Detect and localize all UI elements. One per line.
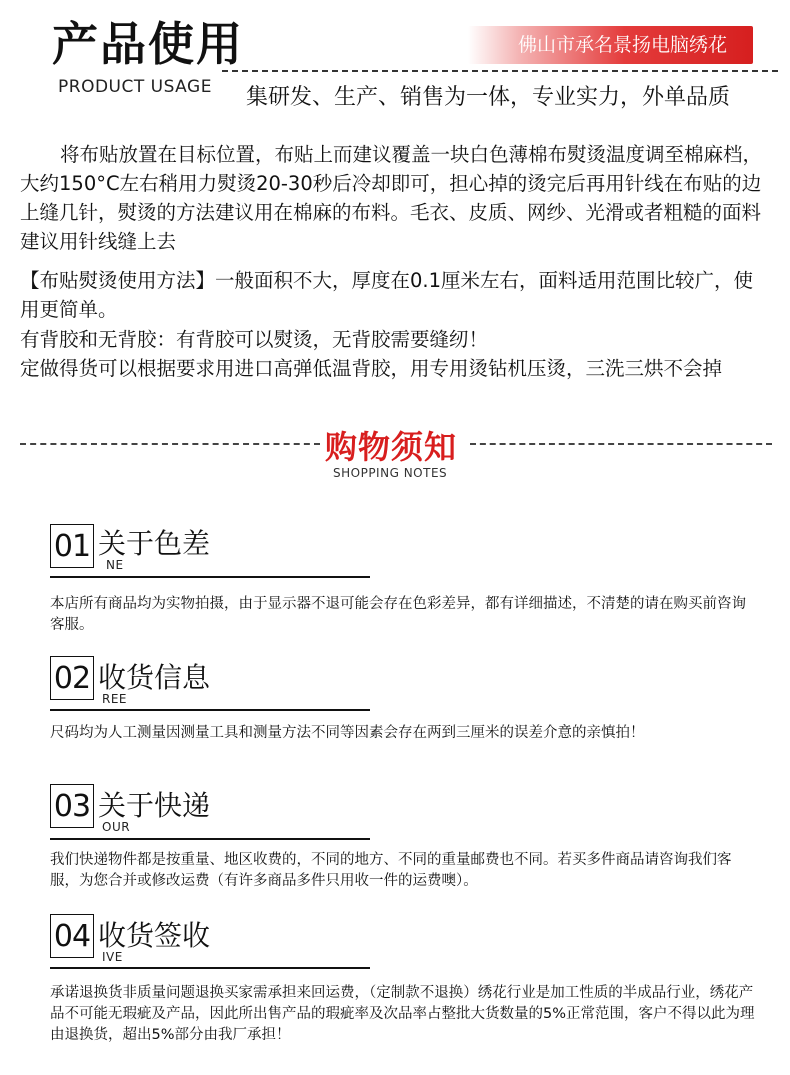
section-underline	[50, 967, 370, 969]
section-underline	[50, 709, 370, 711]
usage-paragraph: 有背胶和无背胶：有背胶可以熨烫，无背胶需要缝纫！	[20, 328, 489, 351]
section-body: 尺码均为人工测量因测量工具和测量方法不同等因素会存在两到三厘米的误差介意的亲慎拍！	[50, 725, 645, 741]
page-title: 产品使用	[52, 17, 244, 71]
page-subtitle-en: PRODUCT USAGE	[58, 77, 212, 97]
section-title-en: NE	[106, 558, 124, 572]
slogan: 集研发、生产、销售为一体，专业实力，外单品质	[246, 85, 731, 110]
section-number: 04	[50, 914, 94, 958]
section-number: 02	[50, 656, 94, 700]
section-title-en: REE	[102, 692, 128, 706]
section-title-en: OUR	[102, 820, 131, 834]
section-title: 关于快递	[98, 789, 211, 822]
header-divider	[222, 70, 778, 72]
notes-title: 购物须知	[325, 428, 458, 466]
usage-paragraph: 定做得货可以根据要求用进口高弹低温背胶，用专用烫钻机压烫，三洗三烘不会掉	[20, 357, 723, 380]
section-number: 03	[50, 784, 94, 828]
section-body: 本店所有商品均为实物拍摄，由于显示器不退可能会存在色彩差异，都有详细描述，不清楚的请在购买前咨询客服。	[50, 596, 746, 633]
section-number: 01	[50, 524, 94, 568]
notes-divider-right	[470, 443, 772, 445]
notes-title-en: SHOPPING NOTES	[333, 466, 448, 480]
usage-paragraph: 【布贴熨烫使用方法】一般面积不大，厚度在0.1厘米左右，面料适用范围比较广，使用更简单。	[20, 269, 754, 321]
section-underline	[50, 838, 370, 840]
section-underline	[50, 576, 370, 578]
section-body: 我们快递物件都是按重量、地区收费的，不同的地方、不同的重量邮费也不同。若买多件商品请咨询我们客服，为您合并或修改运费（有许多商品多件只用收一件的运费噢）。	[50, 852, 732, 889]
section-title-en: IVE	[102, 950, 123, 964]
brand-badge: 佛山市承名景扬电脑绣花	[468, 26, 753, 64]
section-title: 关于色差	[98, 527, 211, 560]
section-title: 收货信息	[98, 661, 211, 694]
section-title: 收货签收	[98, 919, 211, 952]
notes-divider-left	[20, 443, 320, 445]
usage-paragraph: 将布贴放置在目标位置，布贴上而建议覆盖一块白色薄棉布熨烫温度调至棉麻档，大约150°C左右稍用力熨烫20-30秒后冷却即可，担心掉的烫完后再用针线在布贴的边上缝几针，熨烫的方法建议用在棉麻的布料。毛衣、皮质、网纱、光滑或者粗糙的面料建议用针线缝上去	[20, 143, 763, 253]
section-body: 承诺退换货非质量问题退换买家需承担来回运费，（定制款不退换）绣花行业是加工性质的半成品行业，绣花产品不可能无瑕疵及产品，因此所出售产品的瑕疵率及次品率占整批大货数量的5%正常范围，客户不得以此为理由退换货，超出5%部分由我厂承担！	[50, 985, 755, 1043]
